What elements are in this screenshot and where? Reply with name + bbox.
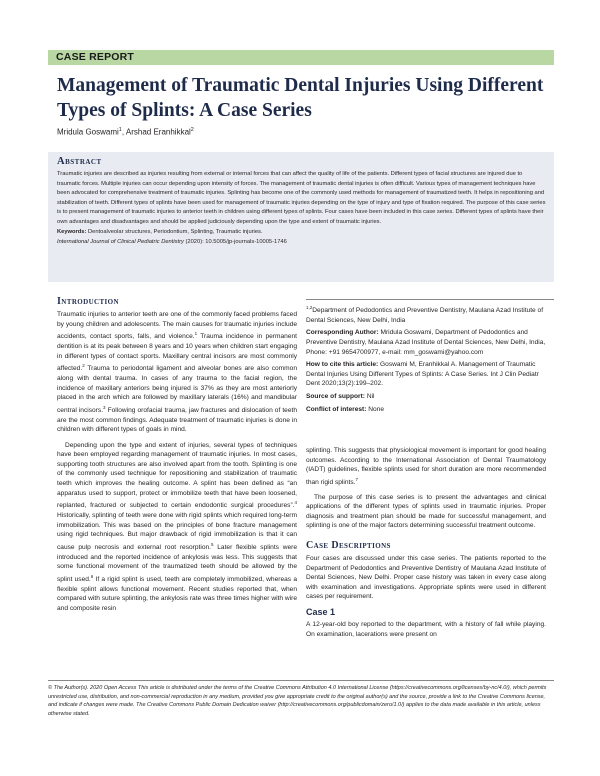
source-of-support-text: Nil bbox=[364, 392, 375, 400]
text-run: Depending upon the type and extent of injuries, several types of techniques have been employed regarding management of traumatic injuries. In most cases, supporting tooth structures are also involved apart from the tooth. Splinting is one of the commonly used technique for repositioning and stabilization of traumatic teeth which improves the healing outcome. A splint has been defined as “an apparatus used to support, protect or immobilize teeth that have been loosened, replanted, fractured or subjected to certain endodontic surgical procedures”. bbox=[57, 441, 297, 510]
keywords-label: Keywords: bbox=[57, 229, 87, 235]
conflict-of-interest-text: None bbox=[366, 405, 385, 413]
case-1-heading: Case 1 bbox=[306, 606, 336, 617]
affiliation-divider bbox=[306, 299, 554, 300]
conflict-of-interest-label: Conflict of interest: bbox=[306, 405, 367, 413]
how-to-cite-label: How to cite this article: bbox=[306, 361, 379, 369]
source-of-support-label: Source of support: bbox=[306, 392, 365, 400]
author-affiliation-marker: 1 bbox=[118, 127, 122, 133]
affiliations-block bbox=[306, 303, 546, 417]
abstract-text: Traumatic injuries are described as injuries resulting from external or internal forces that can affect the quality of life of the patients. Different types of facial structures are injured due to traumatic forces. Multiple injuries can occur depending upon intensity of forces. The management of traumatic dental injuries is often difficult. Various types of management techniques have been advocated for comprehensive treatment of traumatic injuries. Splinting has become one of the commonly used methods for management of traumatized teeth. It helps in repositioning and stabilization of teeth. Different types of splints have been used for management of traumatic injuries depending on the type of injury and type of fixation required. The purpose of this case series is to present management of traumatic injuries to anterior teeth in children using different types of splints. Four cases have been included in this case series. Different types of splints have their own advantages and disadvantages and should be applied judiciously depending upon the type and extent of traumatic injuries. bbox=[57, 171, 546, 225]
corresponding-author-label: Corresponding Author: bbox=[306, 329, 379, 337]
corresponding-author-text: Mridula Goswami, Department of Pedodontics and Preventive Dentistry, Maulana Azad Institute of Dental Sciences, New Delhi, India, Phone: +91 9654700977, e-mail: mm_goswami@yahoo.com bbox=[306, 329, 546, 356]
text-run: Trauma incidence in permanent dentition is at its peak between 8 years and 10 years when children start engaging in different types of contact sports. Maxillary central incisors are most commonly affected. bbox=[57, 333, 297, 373]
citation-marker: 3 bbox=[103, 404, 106, 410]
article-title: Management of Traumatic Dental Injuries Using Different Types of Splints: A Case Series bbox=[57, 75, 544, 121]
case-1-paragraph: A 12-year-old boy reported to the department, with a history of fall while playing. On examination, lacerations were present on bbox=[306, 620, 546, 638]
affiliation-marker: 1,2 bbox=[306, 305, 313, 310]
abstract-citation bbox=[57, 238, 546, 248]
how-to-cite-text: Goswami M, Eranhikkal A. Management of Traumatic Dental Injuries Using Different Types of Splints: A Case Series. Int J Clin Pediatr Dent 2020;13(2):199–202. bbox=[306, 361, 539, 388]
affiliation bbox=[306, 303, 546, 325]
how-to-cite bbox=[306, 360, 546, 389]
text-run: Trauma to periodontal ligament and alveolar bones are also common along with dental trauma. In cases of any trauma to the facial region, the incidence of maxillary anteriors being injured is 37% as they are most anteriorly placed in the arch which are followed by maxillary laterals (16%) and mandibular central incisors. bbox=[57, 365, 297, 414]
author-separator: , bbox=[121, 127, 126, 137]
abstract-keywords bbox=[57, 228, 546, 238]
citation-marker: 5 bbox=[211, 541, 214, 547]
text-run: Following orofacial trauma, jaw fractures and dislocation of teeth are the most common findings. Adequate treatment of traumatic injuries is done in children with different types of goals in mind. bbox=[57, 406, 297, 434]
affiliation-text: Department of Pedodontics and Preventive Dentistry, Maulana Azad Institute of Dental Sciences, New Delhi, India bbox=[306, 307, 544, 324]
author-name: Mridula Goswami bbox=[57, 127, 119, 137]
article-type-label: CASE REPORT bbox=[56, 51, 135, 63]
author-name: Arshad Eranhikkal bbox=[125, 127, 191, 137]
license-footer: © The Author(s). 2020 Open Access This article is distributed under the terms of the Creative Commons Attribution 4.0 International License (https://creativecommons.org/licenses/by-nc/4.0/), which permits unrestricted use, distribution, and non-commercial reproduction in any medium, provided you give appropriate credit to the original author(s) and the source, provide a link to the Creative Commons license, and indicate if changes were made. The Creative Commons Public Domain Dedication waiver (http://creativecommons.org/publicdomain/zero/1.0/) applies to the data made available in this article, unless otherwise stated. bbox=[48, 680, 554, 718]
body-paragraph: The purpose of this case series is to present the advantages and clinical applications of the different types of splints used in traumatic injuries. Proper diagnosis and treatment plan should be made for successful management, and splinting is one of the major factors determining successful treatment outcome. bbox=[306, 493, 546, 530]
conflict-of-interest bbox=[306, 405, 546, 415]
author-affiliation-marker: 2 bbox=[190, 127, 194, 133]
case-descriptions-paragraph: Four cases are discussed under this case series. The patients reported to the Department of Pedodontics and Preventive Dentistry of Maulana Azad Institute of Dental Sciences, New Delhi. Proper case history was taken in every case along with examination and investigations. Appropriate splints were used in different cases per requirement. bbox=[306, 554, 546, 601]
text-run: Historically, splinting of teeth were done with rigid splints which required long-term immobilization. This was based on the principles of bone fracture management using rigid techniques. But major drawback of rigid immobilization is that it can cause pulp necrosis and external root resorption. bbox=[57, 512, 297, 551]
citation-marker: 6 bbox=[90, 573, 94, 579]
text-run: Later flexible splints were introduced and the reported incidence of ankylosis was less. This suggests that some functional movement of the traumatized teeth should be allowed by the splint used. bbox=[57, 544, 297, 583]
keywords-text: Dentoalveolar structures, Periodontium, Splinting, Traumatic injuries. bbox=[86, 229, 263, 235]
author-list bbox=[57, 127, 194, 137]
source-of-support bbox=[306, 392, 546, 402]
case-descriptions-heading: Case Descriptions bbox=[306, 539, 391, 551]
left-column bbox=[57, 296, 297, 613]
article-type-banner bbox=[48, 50, 554, 65]
citation-marker: 1 bbox=[194, 331, 198, 337]
body-paragraph bbox=[306, 446, 546, 488]
text-run: splinting. This suggests that physiological movement is important for good healing outcomes. According to the International Association of Dental Traumatology (IADT) guidelines, flexible splints used for short duration are more recommended than rigid splints. bbox=[306, 447, 546, 486]
citation-marker: 2 bbox=[82, 363, 85, 369]
doi-text: (2020): 10.5005/jp-journals-10005-1746 bbox=[183, 238, 287, 245]
abstract-heading: Abstract bbox=[57, 156, 102, 167]
text-run: If a rigid splint is used, teeth are completely immobilized, whereas a flexible splint allows functional movement. Recent studies reported that, when compared with suture splinting, the ankylosis rate was three times higher with wire and composite resin bbox=[57, 575, 297, 612]
right-column bbox=[306, 446, 546, 639]
introduction-paragraph bbox=[57, 310, 297, 435]
introduction-paragraph bbox=[57, 441, 297, 614]
text-run: Traumatic injuries to anterior teeth are one of the commonly faced problems faced by young children and adolescents. The main causes for traumatic injuries include accidents, contact sports, falls, and violence. bbox=[57, 311, 297, 341]
corresponding-author bbox=[306, 328, 546, 357]
abstract-box bbox=[48, 152, 554, 282]
introduction-heading: Introduction bbox=[57, 296, 119, 307]
citation-marker: 7 bbox=[355, 476, 358, 482]
citation-marker: 4 bbox=[294, 500, 297, 506]
journal-name: International Journal of Clinical Pediatric Dentistry bbox=[57, 238, 184, 245]
